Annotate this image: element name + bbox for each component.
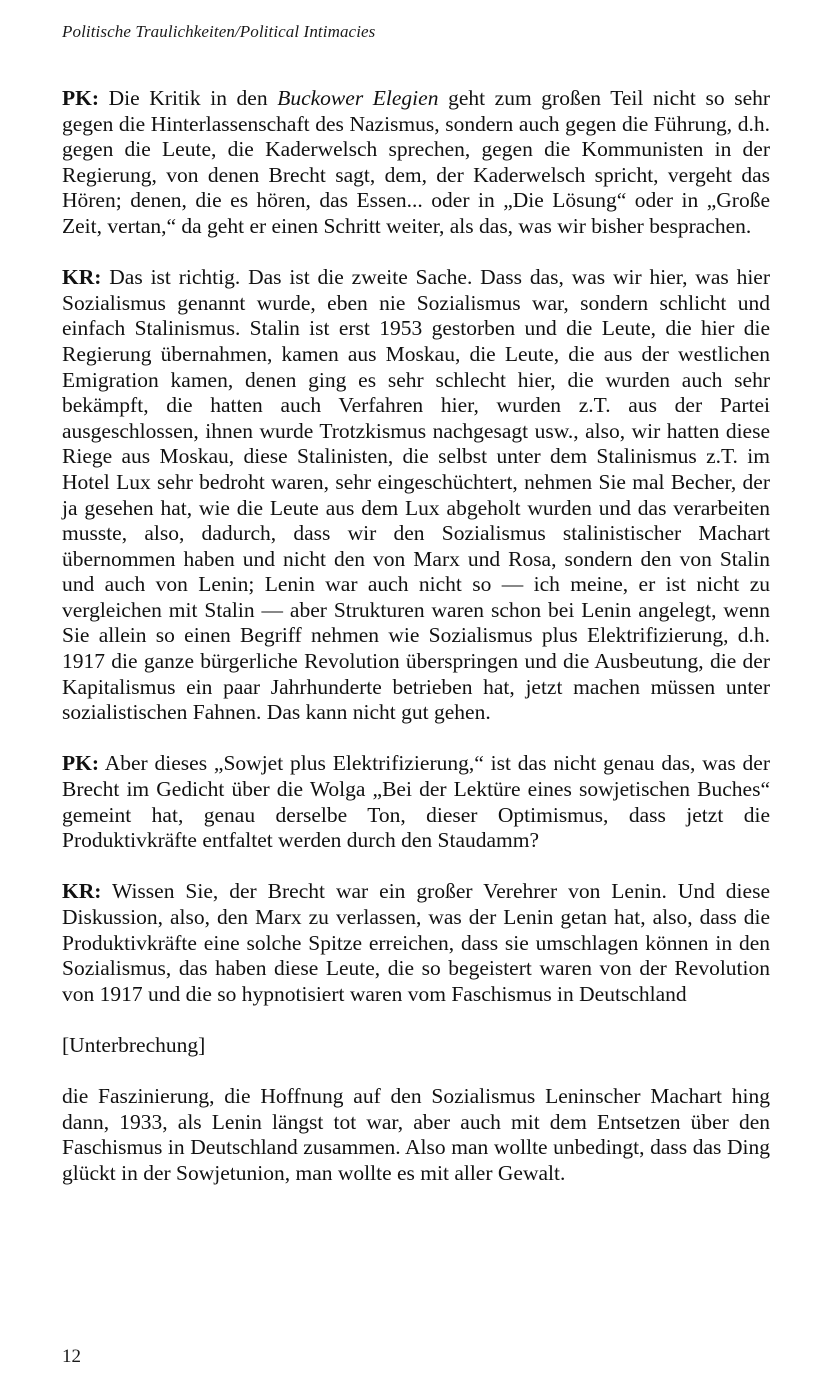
body-text [62,86,770,1212]
speaker-label: PK: [62,751,100,776]
paragraph-pk-1 [62,86,770,240]
book-title: Buckower Elegien [277,86,439,110]
paragraph-pk-2 [62,751,770,853]
speaker-label: KR: [62,879,102,904]
paragraph-text: Aber dieses „Sowjet plus Elektrifizierung,“ ist das nicht genau das, was der Brecht im Gedicht über die Wolga „Bei der Lektüre eines sowjetischen Buches“ gemeint hat, genau derselbe Ton, dieser Optimismus, dass jetzt die Produktivkräfte entfaltet werden durch den Staudamm? [62,751,770,853]
paragraph-interruption [62,1033,770,1059]
paragraph-text: geht zum großen Teil nicht so sehr gegen die Hinterlassenschaft des Nazismus, sondern auch gegen die Führung, d.h. gegen die Leute, die Kaderwelsch sprechen, gegen die Kommunisten in der Regierung, von denen Brecht sagt, dem, der Kaderwelsch spricht, vergeht das Hören; denen, die es hören, das Essen... oder in „Die Lösung“ oder in „Große Zeit, vertan,“ da geht er einen Schritt weiter, als das, was wir bisher besprachen. [62,86,771,238]
speaker-label: KR: [62,265,102,290]
speaker-label: PK: [62,86,100,110]
interruption-note: [Unterbrechung] [62,1032,206,1057]
paragraph-text: Das ist richtig. Das ist die zweite Sache. Dass das, was wir hier, was hier Sozialismus genannt wurde, eben nie Sozialismus war, sondern schlicht und einfach Stalinismus. Stalin ist erst 1953 gestorben und die Leute, die hier die Regierung übernahmen, kamen aus Moskau, die Leute, die aus der westlichen Emigration kamen, denen ging es sehr schlecht hier, die wurden auch sehr bekämpft, die hatten auch Verfahren hier, wurden z.T. aus der Partei ausgeschlossen, ihnen wurde Trotzkismus nachgesagt usw., also, wir hatten diese Riege aus Moskau, diese Stalinisten, die selbst unter dem Stalinismus z.T. im Hotel Lux sehr bedroht waren, sehr eingeschüchtert, nehmen Sie mal Becher, der ja gesehen hat, wie die Leute aus dem Lux abgeholt wurden und das verarbeiten musste, also, dadurch, dass wir den Sozialismus stalinistischer Machart übernommen haben und nicht den von Marx und Rosa, sondern den von Stalin und auch von Lenin; Lenin war auch nicht so — ich meine, er ist nicht zu vergleichen mit Stalin — aber Strukturen waren schon bei Lenin angelegt, wenn Sie allein so einen Begriff nehmen wie Sozialismus plus Elektrifizierung, d.h. 1917 die ganze bürgerliche Revolution überspringen und die Ausbeutung, die der Kapitalismus ein paar Jahrhunderte betrieben hat, jetzt machen müssen unter sozialistischen Fahnen. Das kann nicht gut gehen. [62,265,771,725]
paragraph-text: Die Kritik in den [108,86,268,110]
paragraph-continuation [62,1084,770,1186]
paragraph-text: die Faszinierung, die Hoffnung auf den Sozialismus Leninscher Machart hing dann, 1933, als Lenin längst tot war, aber auch mit dem Entsetzen über den Faschismus in Deutschland zusammen. Also man wollte unbedingt, dass das Ding glückt in der Sowjetunion, man wollte es mit aller Gewalt. [62,1084,770,1185]
page-number: 12 [62,1346,81,1367]
running-head: Politische Traulichkeiten/Political Intimacies [62,22,376,41]
paragraph-kr-2 [62,879,770,1007]
paragraph-text: Wissen Sie, der Brecht war ein großer Verehrer von Lenin. Und diese Diskussion, also, den Marx zu verlassen, was der Lenin getan hat, also, dass die Produktivkräfte eine solche Spitze erreichen, dass sie umschlagen können in den Sozialismus, das haben diese Leute, die so begeistert waren von der Revolution von 1917 und die so hypnotisiert waren vom Faschismus in Deutschland [62,879,770,1006]
paragraph-kr-1 [62,265,770,726]
